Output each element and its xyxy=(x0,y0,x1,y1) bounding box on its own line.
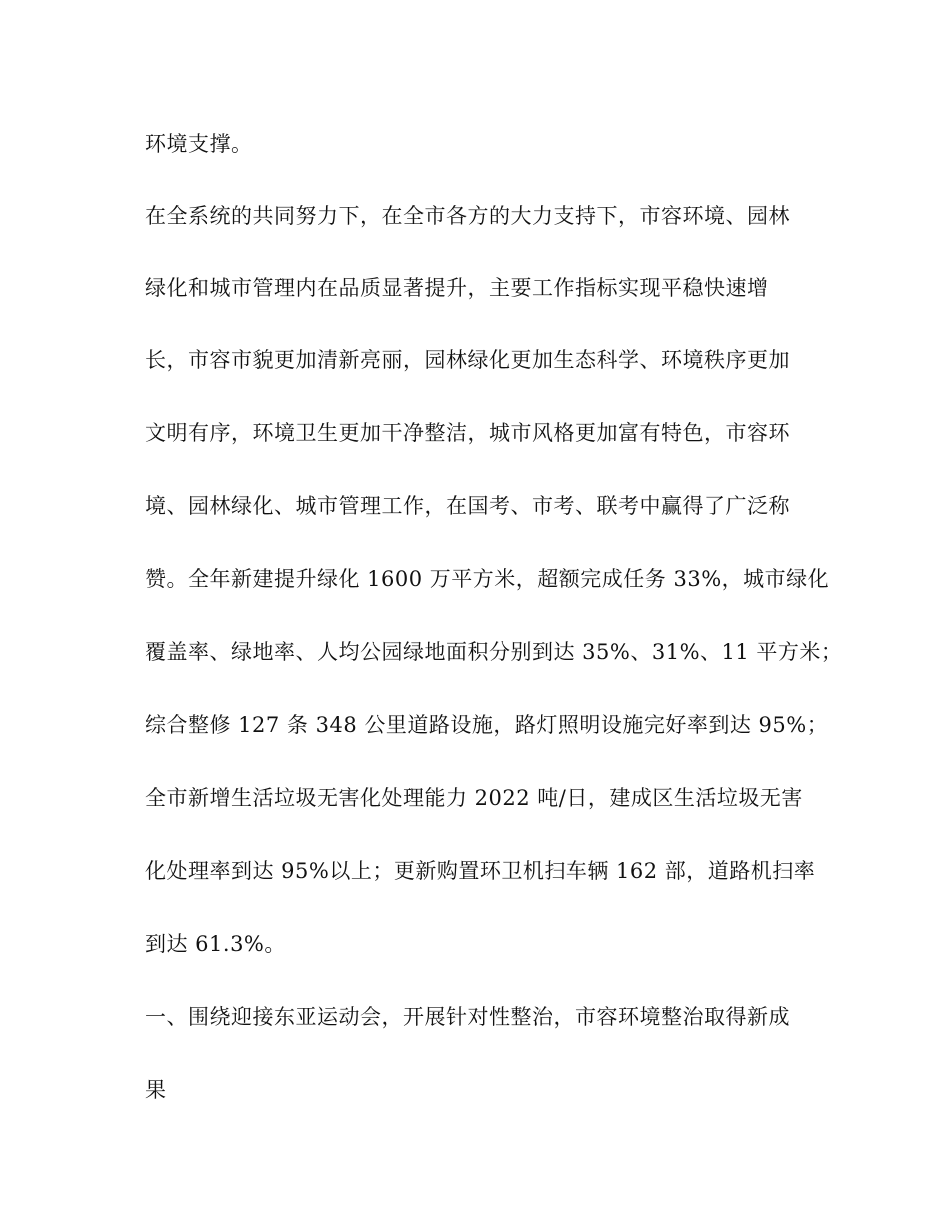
text-line: 在全系统的共同努力下，在全市各方的大力支持下，市容环境、园林 xyxy=(145,204,790,228)
text-line: 绿化和城市管理内在品质显著提升，主要工作指标实现平稳快速增 xyxy=(145,276,769,300)
text-line: 赞。全年新建提升绿化 1600 万平方米，超额完成任务 33%，城市绿化 xyxy=(145,567,830,591)
text-line: 到达 61.3%。 xyxy=(145,932,286,956)
text-line: 文明有序，环境卫生更加干净整洁，城市风格更加富有特色，市容环 xyxy=(145,421,790,445)
text-line: 长，市容市貌更加清新亮丽，园林绿化更加生态科学、环境秩序更加 xyxy=(145,348,790,372)
text-line: 覆盖率、绿地率、人均公园绿地面积分别到达 35%、31%、11 平方米； xyxy=(145,640,843,664)
text-line: 境、园林绿化、城市管理工作，在国考、市考、联考中赢得了广泛称 xyxy=(145,494,790,518)
section-heading: 一、围绕迎接东亚运动会，开展针对性整治，市容环境整治取得新成 xyxy=(145,1005,790,1029)
text-line: 化处理率到达 95%以上；更新购置环卫机扫车辆 162 部，道路机扫率 xyxy=(145,859,816,883)
text-line: 综合整修 127 条 348 公里道路设施，路灯照明设施完好率到达 95%； xyxy=(145,713,829,737)
text-line: 全市新增生活垃圾无害化处理能力 2022 吨/日，建成区生活垃圾无害 xyxy=(145,786,803,810)
section-heading: 果 xyxy=(145,1078,167,1102)
text-line: 环境支撑。 xyxy=(145,132,253,156)
